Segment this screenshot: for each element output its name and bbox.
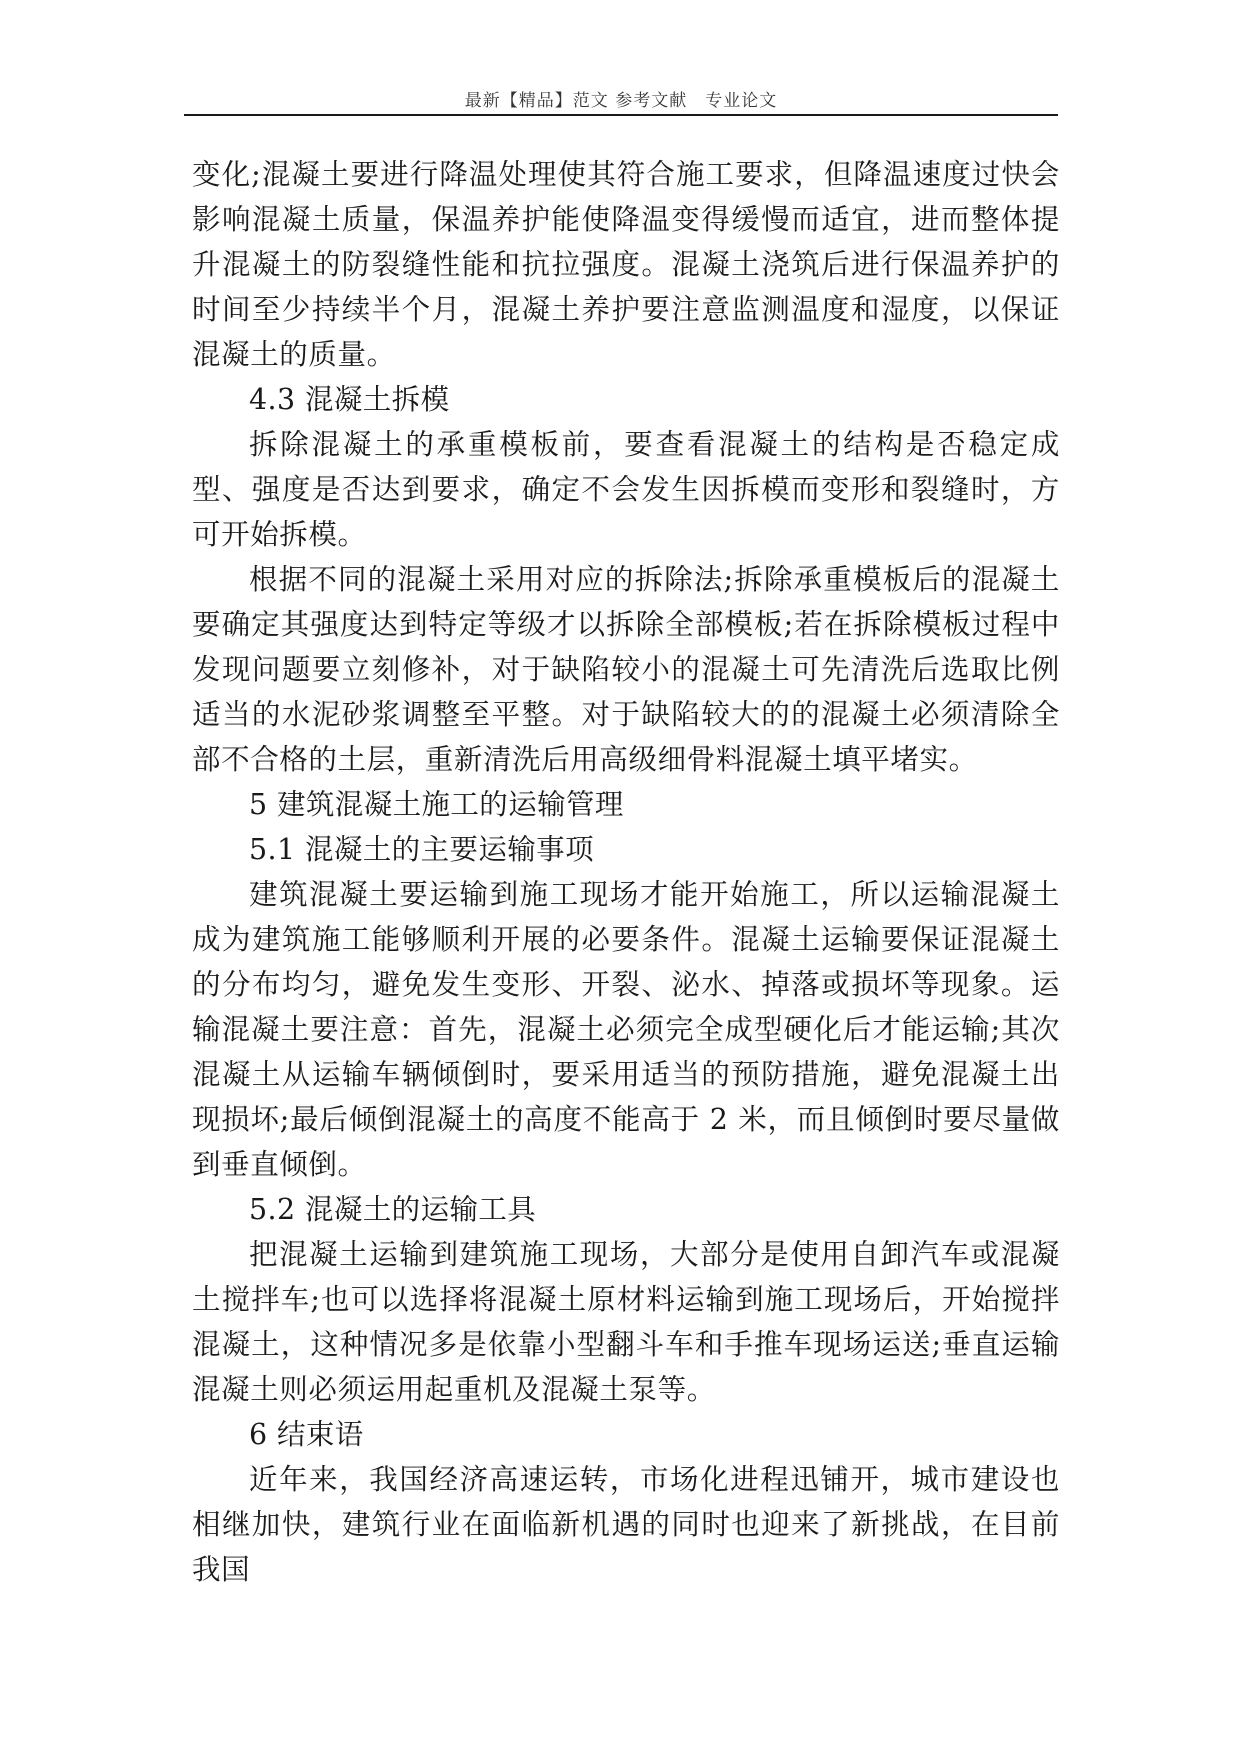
page-header: 最新【精品】范文 参考文献 专业论文 <box>464 91 778 111</box>
section-heading: 5.1 混凝土的主要运输事项 <box>249 833 594 866</box>
paragraph: 近年来，我国经济高速运转，市场化进程迅铺开，城市建设也相继加快，建筑行业在面临新机遇的同时也迎来了新挑战，在目前我国 <box>192 1463 1060 1586</box>
section-heading: 5 建筑混凝土施工的运输管理 <box>249 788 624 821</box>
body-text <box>192 152 1060 1592</box>
paragraph: 变化;混凝土要进行降温处理使其符合施工要求，但降温速度过快会影响混凝土质量，保温养护能使降温变得缓慢而适宜，进而整体提升混凝土的防裂缝性能和抗拉强度。混凝土浇筑后进行保温养护的时间至少持续半个月，混凝土养护要注意监测温度和湿度，以保证混凝土的质量。 <box>192 158 1060 371</box>
paragraph: 根据不同的混凝土采用对应的拆除法;拆除承重模板后的混凝土要确定其强度达到特定等级才以拆除全部模板;若在拆除模板过程中发现问题要立刻修补，对于缺陷较小的混凝土可先清洗后选取比例适当的水泥砂浆调整至平整。对于缺陷较大的的混凝土必须清除全部不合格的土层，重新清洗后用高级细骨料混凝土填平堵实。 <box>192 563 1060 776</box>
section-heading: 6 结束语 <box>249 1418 364 1451</box>
header-divider <box>184 114 1058 116</box>
paragraph: 把混凝土运输到建筑施工现场，大部分是使用自卸汽车或混凝土搅拌车;也可以选择将混凝土原材料运输到施工现场后，开始搅拌混凝土，这种情况多是依靠小型翻斗车和手推车现场运送;垂直运输混凝土则必须运用起重机及混凝土泵等。 <box>192 1238 1060 1406</box>
paragraph: 建筑混凝土要运输到施工现场才能开始施工，所以运输混凝土成为建筑施工能够顺利开展的必要条件。混凝土运输要保证混凝土的分布均匀，避免发生变形、开裂、泌水、掉落或损坏等现象。运输混凝土要注意：首先，混凝土必须完全成型硬化后才能运输;其次混凝土从运输车辆倾倒时，要采用适当的预防措施，避免混凝土出现损坏;最后倾倒混凝土的高度不能高于 2 米，而且倾倒时要尽量做到垂直倾倒。 <box>192 878 1060 1181</box>
section-heading: 5.2 混凝土的运输工具 <box>249 1193 537 1226</box>
section-heading: 4.3 混凝土拆模 <box>249 383 450 416</box>
paragraph: 拆除混凝土的承重模板前，要查看混凝土的结构是否稳定成型、强度是否达到要求，确定不会发生因拆模而变形和裂缝时，方可开始拆模。 <box>192 428 1060 551</box>
